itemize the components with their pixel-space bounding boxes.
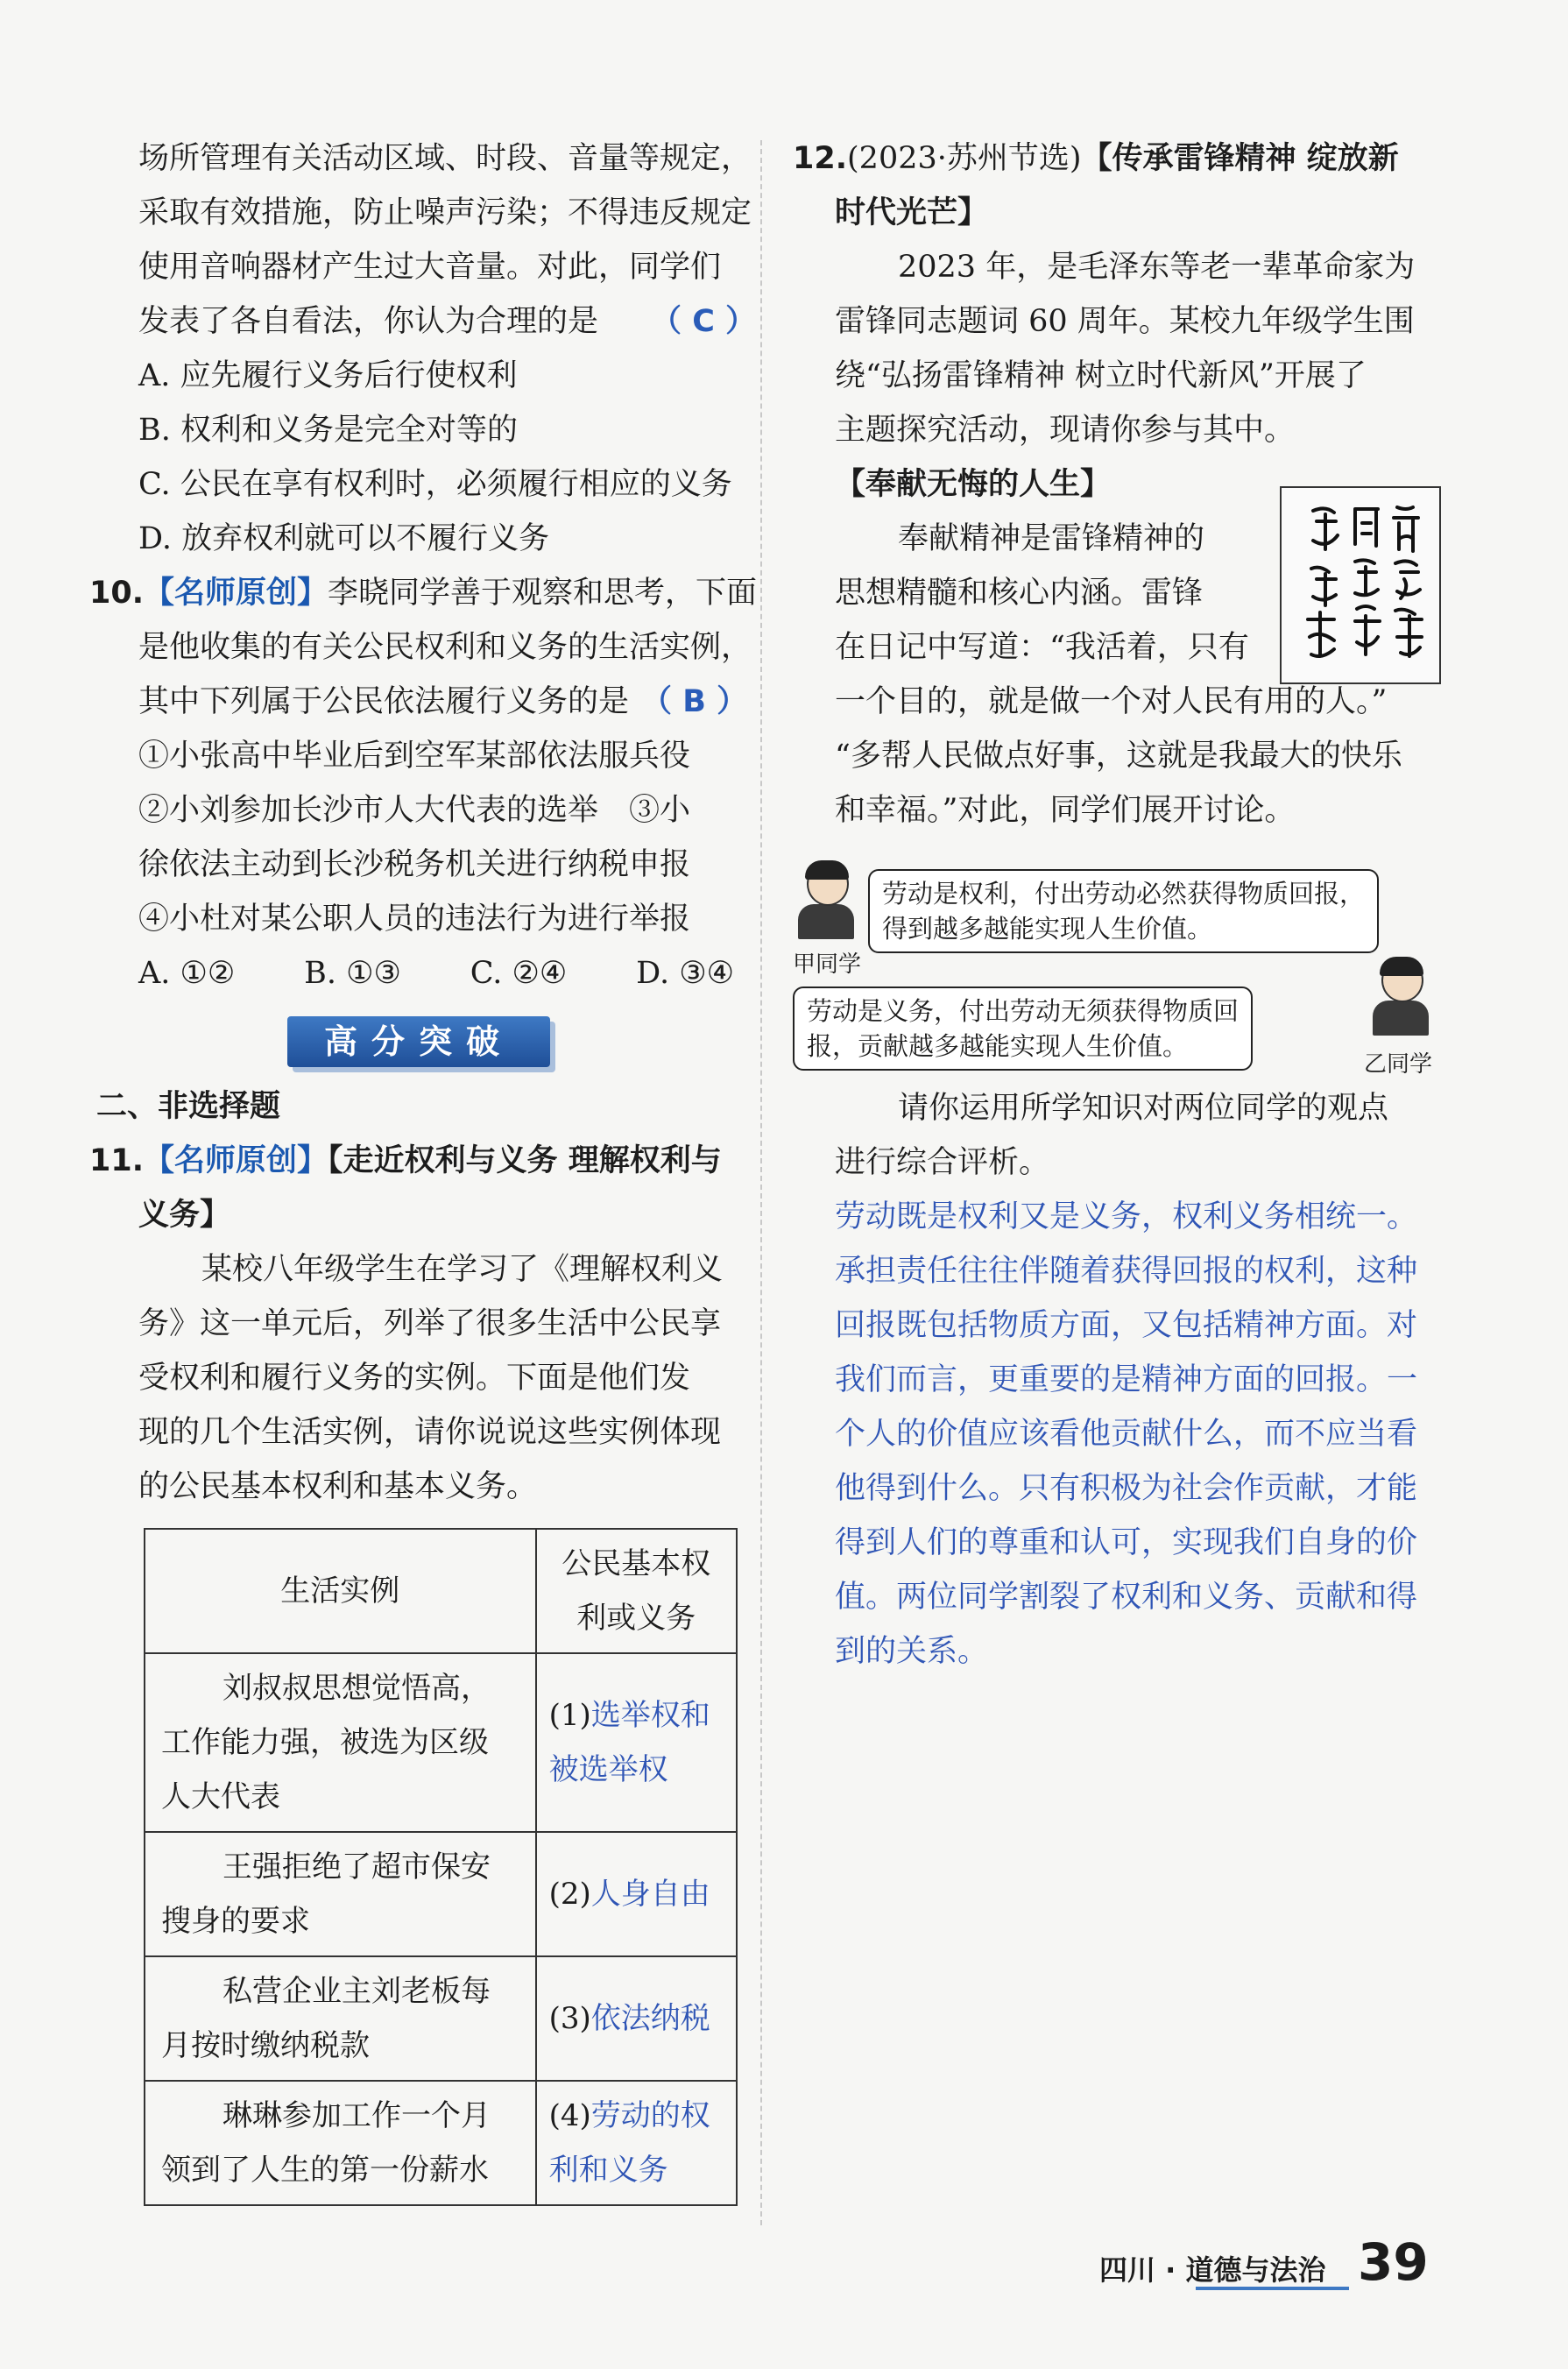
table-cell-answer: (1)选举权和 被选举权 [536, 1653, 737, 1832]
q10-number: 10. [89, 576, 145, 611]
q12-number: 12. [793, 141, 848, 176]
student-a-label: 甲同学 [793, 951, 862, 978]
table-cell-answer: (2)人身自由 [536, 1832, 737, 1956]
q12-para: “多帮人民做点好事，这就是我最大的快乐 [835, 739, 1402, 774]
q11-line: 现的几个生活实例，请你说说这些实例体现 [138, 1415, 722, 1450]
answer-line: 我们而言，更重要的是精神方面的回报。一 [835, 1362, 1418, 1397]
question-11 [89, 1134, 745, 2206]
answer-line: 回报既包括物质方面，又包括精神方面。对 [835, 1308, 1418, 1343]
question-12 [793, 131, 1441, 1679]
q10-line: 是他收集的有关公民权利和义务的生活实例， [138, 630, 752, 665]
left-column [89, 131, 758, 2206]
table-cell-example: 琳琳参加工作一个月 领到了人生的第一份薪水 [145, 2081, 536, 2205]
q10-option-a: A. ①② [138, 956, 236, 991]
rights-duties-table [144, 1528, 738, 2206]
footer-subject: 四川 · 道德与法治 [1099, 2253, 1326, 2287]
right-column [793, 131, 1441, 1679]
q11-line: 某校八年级学生在学习了《理解权利义 [201, 1252, 724, 1287]
q9-line: 采取有效措施，防止噪声污染；不得违反规定 [138, 195, 752, 230]
q9-answer: （ C ） [651, 304, 757, 339]
q12-intro: 主题探究活动，现请你参与其中。 [835, 413, 1296, 448]
table-row [145, 1653, 737, 1832]
q10-option-b: B. ①③ [304, 956, 401, 991]
q12-prompt: 进行综合评析。 [835, 1145, 1050, 1180]
q10-option-d: D. ③④ [636, 956, 734, 991]
answer-line: 承担责任往往伴随着获得回报的权利，这种 [835, 1254, 1418, 1289]
student-b-speech: 劳动是义务，付出劳动无须获得物质回 报，贡献越多越能实现人生价值。 [793, 986, 1253, 1071]
q12-para: 思想精髓和核心内涵。雷锋 [835, 576, 1204, 611]
q11-line: 的公民基本权利和基本义务。 [138, 1469, 538, 1504]
table-header-rights: 公民基本权 利或义务 [536, 1529, 737, 1653]
q10-option-c: C. ②④ [470, 956, 568, 991]
table-header-row [145, 1529, 737, 1653]
q10-item: ②小刘参加长沙市人大代表的选举 ③小 [138, 793, 691, 828]
q12-para: 一个目的，就是做一个对人民有用的人。” [835, 684, 1388, 719]
dialogue-illustration [793, 862, 1441, 1081]
table-header-example: 生活实例 [145, 1529, 536, 1653]
table-row [145, 2081, 737, 2205]
q9-line: 发表了各自看法，你认为合理的是 （ C ） [138, 304, 757, 339]
q10-stem: 10.【名师原创】李晓同学善于观察和思考，下面 [89, 576, 758, 611]
q9-option-b: B. 权利和义务是完全对等的 [138, 413, 518, 448]
q12-subheading: 【奉献无悔的人生】 [835, 467, 1112, 502]
q11-title: 11.【名师原创】【走近权利与义务 理解权利与 [89, 1143, 722, 1178]
student-b-avatar [1369, 958, 1432, 1036]
q12-title-cont: 时代光芒】 [835, 195, 989, 230]
table-cell-answer: (4)劳动的权 利和义务 [536, 2081, 737, 2205]
calligraphy-inscription [1280, 486, 1441, 684]
q10-line: 其中下列属于公民依法履行义务的是 （ B ） [138, 684, 748, 719]
q12-intro: 雷锋同志题词 60 周年。某校九年级学生围 [835, 304, 1415, 339]
footer-underline [1196, 2287, 1349, 2290]
q11-title-cont: 义务】 [138, 1198, 231, 1233]
q10-answer: （ B ） [641, 684, 748, 719]
q10-item: ④小杜对某公职人员的违法行为进行举报 [138, 902, 691, 937]
q11-tag: 【名师原创】 [144, 1143, 328, 1178]
table-cell-example: 私营企业主刘老板每 月按时缴纳税款 [145, 1956, 536, 2081]
answer-line: 劳动既是权利又是义务，权利义务相统一。 [835, 1199, 1418, 1234]
calligraphy-image [1282, 488, 1439, 682]
q12-title: 12.(2023·苏州节选)【传承雷锋精神 绽放新 [793, 141, 1399, 176]
q10-tag: 【名师原创】 [144, 576, 328, 611]
q12-prompt: 请你运用所学知识对两位同学的观点 [898, 1091, 1389, 1126]
answer-line: 得到人们的尊重和认可，实现我们自身的价 [835, 1525, 1418, 1560]
q9-line: 使用音响器材产生过大音量。对此，同学们 [138, 250, 722, 285]
question-10 [89, 566, 758, 1001]
q10-item: ①小张高中毕业后到空军某部依法服兵役 [138, 739, 691, 774]
answer-line: 个人的价值应该看他贡献什么，而不应当看 [835, 1417, 1418, 1452]
table-row [145, 1956, 737, 2081]
q10-options [96, 946, 734, 1001]
section-banner: 高分突破 [287, 1016, 550, 1067]
student-a-speech: 劳动是权利，付出劳动必然获得物质回报， 得到越多越能实现人生价值。 [868, 869, 1379, 953]
question-9 [96, 131, 757, 566]
answer-line: 到的关系。 [835, 1634, 989, 1669]
q12-para: 在日记中写道：“我活着，只有 [835, 630, 1249, 665]
q10-item: 徐依法主动到长沙税务机关进行纳税申报 [138, 847, 691, 882]
q12-intro: 绕“弘扬雷锋精神 树立时代新风”开展了 [835, 358, 1367, 393]
table-cell-example: 刘叔叔思想觉悟高， 工作能力强，被选为区级 人大代表 [145, 1653, 536, 1832]
column-divider [760, 140, 762, 2225]
q12-para: 和幸福。”对此，同学们展开讨论。 [835, 793, 1296, 828]
q9-option-d: D. 放弃权利就可以不履行义务 [138, 521, 550, 556]
q11-line: 务》这一单元后，列举了很多生活中公民享 [138, 1306, 722, 1341]
q11-number: 11. [89, 1143, 145, 1178]
student-b-label: 乙同学 [1364, 1051, 1433, 1078]
q12-source: (2023·苏州节选) [847, 141, 1082, 176]
answer-line: 他得到什么。只有积极为社会作贡献，才能 [835, 1471, 1418, 1506]
answer-line: 值。两位同学割裂了权利和义务、贡献和得 [835, 1580, 1418, 1615]
q9-option-a: A. 应先履行义务后行使权利 [138, 358, 518, 393]
page-number: 39 [1358, 2232, 1429, 2292]
section-heading: 二、非选择题 [96, 1089, 281, 1124]
q9-line: 场所管理有关活动区域、时段、音量等规定， [138, 141, 752, 176]
table-cell-example: 王强拒绝了超市保安 搜身的要求 [145, 1832, 536, 1956]
q12-para: 奉献精神是雷锋精神的 [898, 521, 1205, 556]
q11-line: 受权利和履行义务的实例。下面是他们发 [138, 1361, 691, 1396]
student-a-avatar [795, 862, 858, 939]
table-row [145, 1832, 737, 1956]
table-cell-answer: (3)依法纳税 [536, 1956, 737, 2081]
q9-option-c: C. 公民在享有权利时，必须履行相应的义务 [138, 467, 732, 502]
q12-answer [793, 1190, 1441, 1679]
q12-intro: 2023 年，是毛泽东等老一辈革命家为 [898, 250, 1416, 285]
